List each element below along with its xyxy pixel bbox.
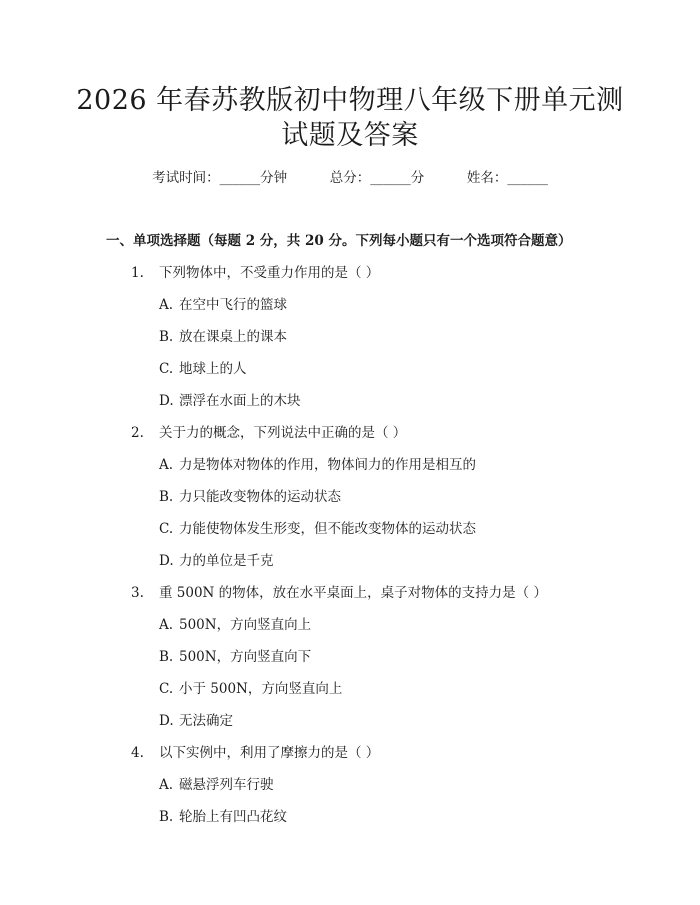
- question-number: 3.: [131, 585, 144, 601]
- option-letter: C.: [159, 681, 174, 697]
- option-text: 漂浮在水面上的木块: [179, 393, 301, 409]
- document-title-line2: 试题及答案: [281, 120, 419, 151]
- option-letter: B.: [159, 489, 174, 505]
- option-letter: B.: [159, 329, 174, 345]
- option-2b: [159, 485, 341, 505]
- document-title-line1: 2026 年春苏教版初中物理八年级下册单元测: [76, 85, 624, 116]
- option-letter: B.: [159, 649, 174, 665]
- option-text: 放在课桌上的课本: [179, 329, 287, 345]
- option-4b: [159, 805, 287, 825]
- option-text: 力只能改变物体的运动状态: [179, 489, 341, 505]
- option-3a: [159, 613, 311, 633]
- option-2d: [159, 549, 274, 569]
- question-text: 以下实例中，利用了摩擦力的是（ ）: [159, 745, 380, 761]
- option-1c: [159, 357, 247, 377]
- student-name-field: 姓名：______: [466, 170, 548, 186]
- total-score-field: 总分：______分: [329, 170, 425, 186]
- option-3b: [159, 645, 311, 665]
- option-text: 力的单位是千克: [179, 553, 274, 569]
- option-letter: B.: [159, 809, 174, 825]
- option-3d: [159, 709, 233, 729]
- option-text: 地球上的人: [179, 361, 247, 377]
- option-text: 无法确定: [179, 713, 233, 729]
- question-text: 重 500N 的物体，放在水平桌面上，桌子对物体的支持力是（ ）: [159, 585, 547, 601]
- option-text: 磁悬浮列车行驶: [179, 777, 274, 793]
- exam-time-field: 考试时间：______分钟: [152, 170, 288, 186]
- option-letter: A.: [159, 777, 174, 793]
- option-text: 力是物体对物体的作用，物体间力的作用是相互的: [179, 457, 476, 473]
- option-letter: A.: [159, 297, 174, 313]
- question-2: [131, 421, 406, 441]
- question-4: [131, 741, 379, 761]
- option-text: 小于 500N，方向竖直向上: [179, 681, 343, 697]
- option-text: 轮胎上有凹凸花纹: [179, 809, 287, 825]
- option-letter: D.: [159, 553, 174, 569]
- option-letter: C.: [159, 361, 174, 377]
- question-text: 下列物体中，不受重力作用的是（ ）: [159, 265, 380, 281]
- question-text: 关于力的概念，下列说法中正确的是（ ）: [159, 425, 407, 441]
- option-2a: [159, 453, 476, 473]
- question-number: 1.: [131, 265, 144, 281]
- option-letter: A.: [159, 457, 174, 473]
- question-1: [131, 261, 379, 281]
- option-3c: [159, 677, 342, 697]
- exam-info-line: [0, 166, 700, 186]
- option-1a: [159, 293, 287, 313]
- question-3: [131, 581, 547, 601]
- question-number: 4.: [131, 745, 144, 761]
- option-2c: [159, 517, 476, 537]
- section-heading-single-choice: 一、单项选择题（每题 2 分，共 20 分。下列每小题只有一个选项符合题意）: [106, 233, 572, 249]
- option-letter: D.: [159, 713, 174, 729]
- option-text: 500N，方向竖直向上: [179, 617, 312, 633]
- option-letter: C.: [159, 521, 174, 537]
- option-1d: [159, 389, 301, 409]
- option-1b: [159, 325, 287, 345]
- option-letter: A.: [159, 617, 174, 633]
- option-text: 在空中飞行的篮球: [179, 297, 287, 313]
- option-letter: D.: [159, 393, 174, 409]
- option-4a: [159, 773, 274, 793]
- option-text: 力能使物体发生形变，但不能改变物体的运动状态: [179, 521, 476, 537]
- option-text: 500N，方向竖直向下: [179, 649, 312, 665]
- question-number: 2.: [131, 425, 144, 441]
